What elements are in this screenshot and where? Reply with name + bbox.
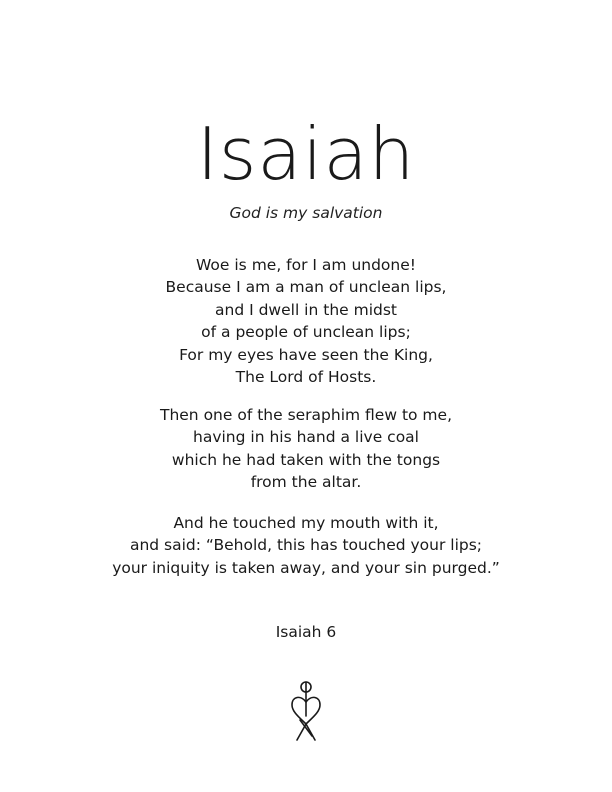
verse-line: And he touched my mouth with it, bbox=[173, 514, 439, 532]
verse-line: For my eyes have seen the King, bbox=[179, 345, 433, 364]
verse-line: and I dwell in the midst bbox=[215, 300, 397, 319]
stanza-3 bbox=[0, 512, 612, 579]
verse-line: Woe is me, for I am undone! bbox=[196, 256, 416, 274]
stanza-1 bbox=[0, 254, 612, 388]
verse-line: and said: “Behold, this has touched your lips; bbox=[129, 536, 483, 555]
page-title: Isaiah bbox=[196, 112, 416, 196]
verse-line: Because I am a man of unclean lips, bbox=[165, 278, 447, 297]
verse-line: Then one of the seraphim flew to me, bbox=[159, 406, 452, 424]
verse-line: having in his hand a live coal bbox=[193, 428, 419, 447]
seraph-emblem-icon bbox=[284, 680, 328, 744]
verse-line: from the altar. bbox=[250, 473, 362, 492]
verse-line: which he had taken with the tongs bbox=[171, 450, 441, 469]
page-subtitle: God is my salvation bbox=[229, 204, 383, 222]
verse-line: your iniquity is taken away, and your sin purged.” bbox=[112, 558, 500, 577]
scripture-reference: Isaiah 6 bbox=[275, 623, 337, 641]
stanza-2 bbox=[0, 404, 612, 494]
verse-line: of a people of unclean lips; bbox=[201, 323, 411, 342]
verse-line: The Lord of Hosts. bbox=[235, 368, 377, 387]
